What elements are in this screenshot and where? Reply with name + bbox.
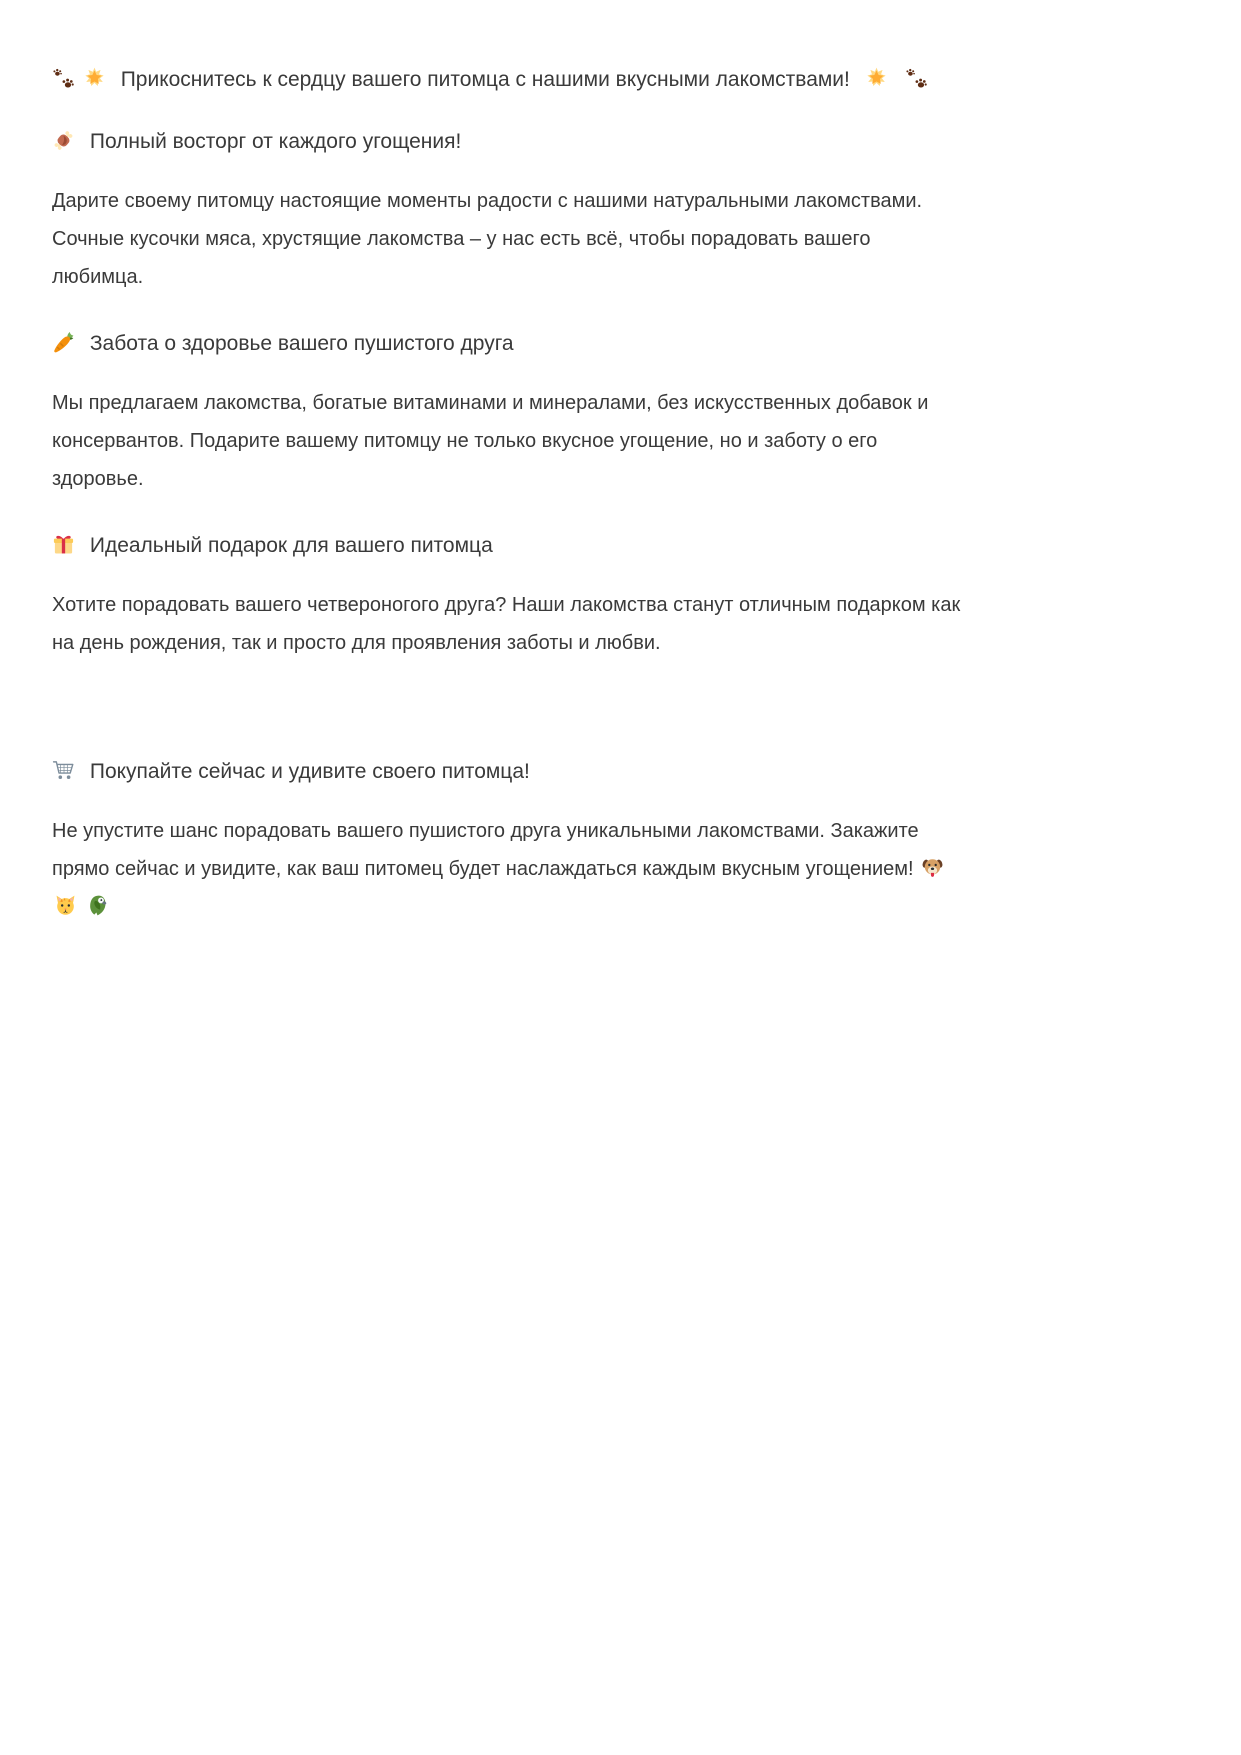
buy-paragraph	[52, 812, 962, 926]
gift-icon	[52, 533, 75, 556]
glowing-star-icon	[865, 67, 888, 90]
health-heading	[52, 330, 1037, 358]
gift-heading	[52, 532, 1037, 560]
delight-heading-text: Полный восторг от каждого угощения!	[89, 130, 462, 153]
gift-paragraph: Хотите порадовать вашего четвероногого друга? Наши лакомства станут отличным подарком как на день рождения, так и просто для проявления заботы и любви.	[52, 594, 961, 654]
cat-face-icon	[54, 894, 77, 917]
paw-prints-icon	[52, 67, 75, 90]
health-paragraph: Мы предлагаем лакомства, богатые витаминами и минералами, без искусственных добавок и консервантов. Подарите вашему питомцу не только вкусное угощение, но и заботу о его здоровье.	[52, 392, 929, 490]
glowing-star-icon	[83, 67, 106, 90]
hero-heading	[52, 66, 1037, 94]
delight-heading	[52, 128, 1037, 156]
shopping-cart-icon	[52, 759, 75, 782]
blank-line	[52, 662, 1037, 724]
buy-heading-text: Покупайте сейчас и удивите своего питомца!	[89, 760, 530, 783]
buy-heading	[52, 758, 1037, 786]
carrot-icon	[52, 331, 75, 354]
hero-heading-text: Прикоснитесь к сердцу вашего питомца с нашими вкусными лакомствами!	[120, 68, 850, 91]
parrot-icon	[86, 894, 109, 917]
article	[52, 66, 1037, 926]
delight-paragraph: Дарите своему питомцу настоящие моменты радости с нашими натуральными лакомствами. Сочные кусочки мяса, хрустящие лакомства – у нас есть всё, чтобы порадовать вашего любимца.	[52, 190, 923, 288]
dog-face-icon	[921, 856, 944, 879]
gift-heading-text: Идеальный подарок для вашего питомца	[89, 534, 493, 557]
buy-paragraph-text: Не упустите шанс порадовать вашего пушистого друга уникальными лакомствами. Закажите прямо сейчас и увидите, как ваш питомец будет наслаждаться каждым вкусным угощением!	[52, 820, 919, 880]
health-heading-text: Забота о здоровье вашего пушистого друга	[89, 332, 514, 355]
paw-prints-icon	[905, 67, 928, 90]
meat-on-bone-icon	[52, 129, 75, 152]
